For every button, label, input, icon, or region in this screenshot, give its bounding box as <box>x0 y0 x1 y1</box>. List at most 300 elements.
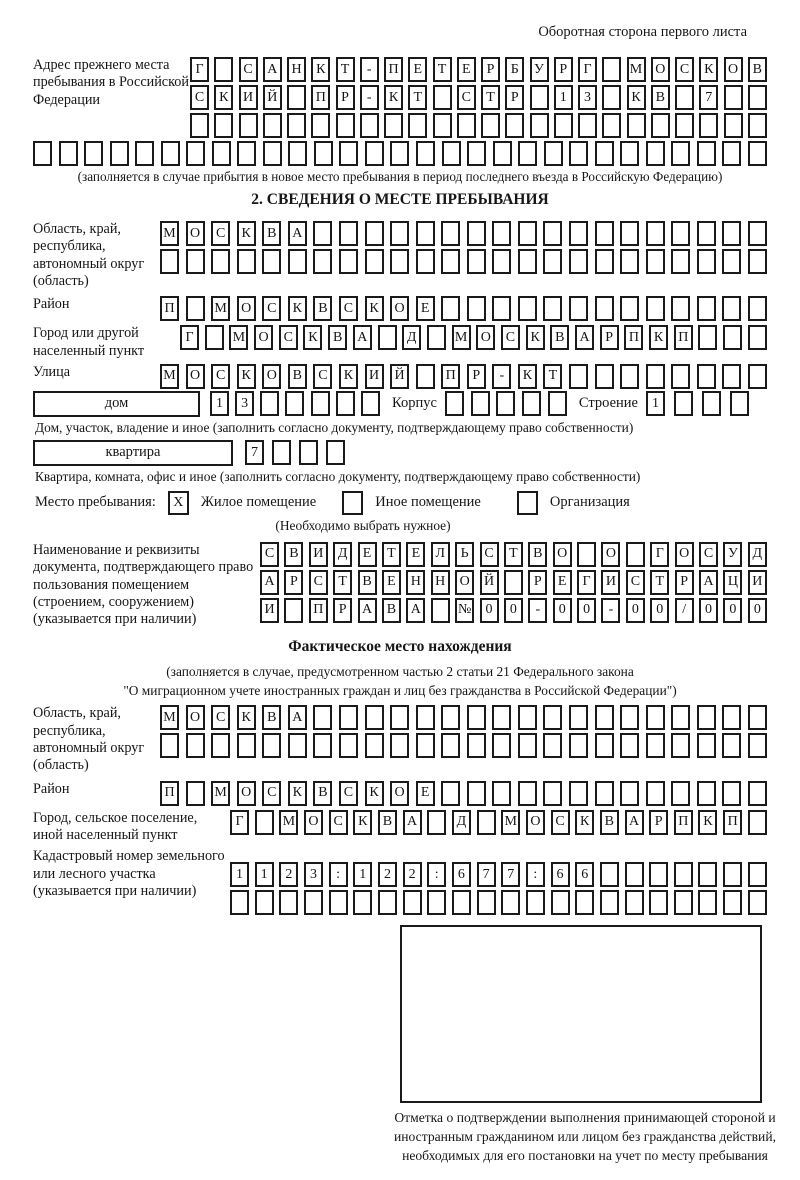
char-cell[interactable] <box>578 113 597 138</box>
char-cell[interactable]: О <box>304 810 323 835</box>
char-cell[interactable]: С <box>262 781 281 806</box>
char-cell[interactable]: П <box>723 810 742 835</box>
char-cell[interactable] <box>530 113 549 138</box>
char-cell[interactable] <box>518 705 537 730</box>
char-cell[interactable] <box>284 598 303 623</box>
char-cell[interactable] <box>595 705 614 730</box>
char-cell[interactable] <box>361 391 380 416</box>
char-cell[interactable]: 1 <box>255 862 274 887</box>
char-cell[interactable]: Е <box>408 57 427 82</box>
char-cell[interactable] <box>723 862 742 887</box>
char-cell[interactable]: В <box>262 221 281 246</box>
char-cell[interactable] <box>724 113 743 138</box>
char-cell[interactable]: П <box>674 325 693 350</box>
char-cell[interactable] <box>595 364 614 389</box>
char-cell[interactable] <box>427 325 446 350</box>
char-cell[interactable] <box>339 141 358 166</box>
char-cell[interactable]: К <box>237 364 256 389</box>
char-cell[interactable]: 0 <box>577 598 596 623</box>
char-cell[interactable] <box>433 113 452 138</box>
char-cell[interactable]: К <box>303 325 322 350</box>
char-cell[interactable] <box>263 141 282 166</box>
char-cell[interactable] <box>595 296 614 321</box>
char-cell[interactable] <box>748 364 767 389</box>
char-cell[interactable]: 1 <box>646 391 665 416</box>
char-cell[interactable]: С <box>501 325 520 350</box>
char-cell[interactable] <box>620 364 639 389</box>
char-cell[interactable] <box>518 249 537 274</box>
char-cell[interactable] <box>722 249 741 274</box>
char-cell[interactable]: Н <box>431 570 450 595</box>
char-cell[interactable]: Т <box>650 570 669 595</box>
char-cell[interactable] <box>441 781 460 806</box>
char-cell[interactable] <box>748 141 767 166</box>
char-cell[interactable] <box>649 862 668 887</box>
char-cell[interactable] <box>403 890 422 915</box>
char-cell[interactable]: О <box>675 542 694 567</box>
char-cell[interactable] <box>492 733 511 758</box>
char-cell[interactable]: М <box>160 364 179 389</box>
char-cell[interactable] <box>548 391 567 416</box>
char-cell[interactable]: М <box>160 221 179 246</box>
char-cell[interactable] <box>698 890 717 915</box>
char-cell[interactable] <box>748 325 767 350</box>
char-cell[interactable]: О <box>553 542 572 567</box>
char-cell[interactable]: Р <box>333 598 352 623</box>
char-cell[interactable]: Г <box>230 810 249 835</box>
char-cell[interactable]: О <box>526 810 545 835</box>
char-cell[interactable]: С <box>260 542 279 567</box>
char-cell[interactable]: В <box>378 810 397 835</box>
char-cell[interactable] <box>186 781 205 806</box>
char-cell[interactable] <box>287 113 306 138</box>
char-cell[interactable] <box>186 733 205 758</box>
char-cell[interactable]: А <box>406 598 425 623</box>
char-cell[interactable] <box>433 85 452 110</box>
char-cell[interactable]: 0 <box>699 598 718 623</box>
char-cell[interactable]: 1 <box>554 85 573 110</box>
checkbox-inoe[interactable] <box>342 491 363 515</box>
char-cell[interactable]: : <box>526 862 545 887</box>
char-cell[interactable]: Й <box>390 364 409 389</box>
char-cell[interactable] <box>554 113 573 138</box>
char-cell[interactable] <box>311 391 330 416</box>
char-cell[interactable]: 1 <box>210 391 229 416</box>
char-cell[interactable] <box>441 221 460 246</box>
char-cell[interactable] <box>575 890 594 915</box>
char-cell[interactable] <box>239 113 258 138</box>
char-cell[interactable] <box>569 733 588 758</box>
char-cell[interactable]: О <box>601 542 620 567</box>
char-cell[interactable]: К <box>627 85 646 110</box>
char-cell[interactable] <box>748 810 767 835</box>
char-cell[interactable] <box>365 705 384 730</box>
char-cell[interactable]: К <box>214 85 233 110</box>
char-cell[interactable]: О <box>390 296 409 321</box>
char-cell[interactable]: В <box>284 542 303 567</box>
char-cell[interactable]: Й <box>263 85 282 110</box>
char-cell[interactable]: Е <box>457 57 476 82</box>
char-cell[interactable] <box>493 141 512 166</box>
char-cell[interactable]: В <box>550 325 569 350</box>
char-cell[interactable]: В <box>651 85 670 110</box>
char-cell[interactable]: : <box>329 862 348 887</box>
char-cell[interactable] <box>722 705 741 730</box>
char-cell[interactable]: У <box>723 542 742 567</box>
char-cell[interactable] <box>365 249 384 274</box>
char-cell[interactable] <box>110 141 129 166</box>
char-cell[interactable]: В <box>328 325 347 350</box>
char-cell[interactable]: Д <box>748 542 767 567</box>
char-cell[interactable] <box>260 391 279 416</box>
char-cell[interactable] <box>518 733 537 758</box>
char-cell[interactable]: С <box>626 570 645 595</box>
char-cell[interactable]: Р <box>675 570 694 595</box>
char-cell[interactable]: Р <box>649 810 668 835</box>
char-cell[interactable] <box>748 862 767 887</box>
char-cell[interactable]: Р <box>481 57 500 82</box>
char-cell[interactable] <box>408 113 427 138</box>
char-cell[interactable]: П <box>674 810 693 835</box>
char-cell[interactable]: 0 <box>480 598 499 623</box>
char-cell[interactable]: Р <box>336 85 355 110</box>
char-cell[interactable] <box>748 733 767 758</box>
char-cell[interactable] <box>748 85 767 110</box>
char-cell[interactable] <box>214 57 233 82</box>
char-cell[interactable]: П <box>309 598 328 623</box>
char-cell[interactable] <box>748 249 767 274</box>
char-cell[interactable]: К <box>288 781 307 806</box>
char-cell[interactable] <box>416 249 435 274</box>
char-cell[interactable] <box>441 733 460 758</box>
char-cell[interactable]: Д <box>452 810 471 835</box>
char-cell[interactable]: Н <box>287 57 306 82</box>
char-cell[interactable]: 6 <box>551 862 570 887</box>
char-cell[interactable] <box>492 705 511 730</box>
char-cell[interactable]: К <box>699 57 718 82</box>
char-cell[interactable] <box>416 141 435 166</box>
char-cell[interactable]: 7 <box>477 862 496 887</box>
char-cell[interactable]: В <box>313 781 332 806</box>
char-cell[interactable] <box>314 141 333 166</box>
char-cell[interactable]: Т <box>408 85 427 110</box>
char-cell[interactable]: Д <box>333 542 352 567</box>
char-cell[interactable] <box>390 733 409 758</box>
char-cell[interactable]: А <box>260 570 279 595</box>
char-cell[interactable]: Е <box>553 570 572 595</box>
char-cell[interactable]: Р <box>467 364 486 389</box>
char-cell[interactable]: 3 <box>578 85 597 110</box>
char-cell[interactable]: О <box>651 57 670 82</box>
char-cell[interactable] <box>492 296 511 321</box>
char-cell[interactable] <box>501 890 520 915</box>
char-cell[interactable] <box>600 890 619 915</box>
char-cell[interactable] <box>697 249 716 274</box>
char-cell[interactable]: В <box>748 57 767 82</box>
char-cell[interactable]: М <box>501 810 520 835</box>
char-cell[interactable] <box>353 890 372 915</box>
char-cell[interactable] <box>722 141 741 166</box>
char-cell[interactable] <box>255 810 274 835</box>
char-cell[interactable] <box>205 325 224 350</box>
char-cell[interactable]: Т <box>504 542 523 567</box>
char-cell[interactable] <box>569 705 588 730</box>
char-cell[interactable]: - <box>492 364 511 389</box>
char-cell[interactable]: С <box>211 705 230 730</box>
char-cell[interactable] <box>522 391 541 416</box>
char-cell[interactable]: А <box>699 570 718 595</box>
char-cell[interactable] <box>620 705 639 730</box>
checkbox-zhiloe[interactable]: X <box>168 491 189 515</box>
char-cell[interactable]: В <box>600 810 619 835</box>
char-cell[interactable]: И <box>365 364 384 389</box>
char-cell[interactable] <box>544 141 563 166</box>
char-cell[interactable] <box>211 733 230 758</box>
char-cell[interactable]: М <box>211 296 230 321</box>
char-cell[interactable]: К <box>649 325 668 350</box>
char-cell[interactable]: Г <box>190 57 209 82</box>
char-cell[interactable] <box>698 862 717 887</box>
char-cell[interactable]: К <box>384 85 403 110</box>
char-cell[interactable] <box>543 705 562 730</box>
char-cell[interactable]: 0 <box>748 598 767 623</box>
char-cell[interactable] <box>262 733 281 758</box>
char-cell[interactable]: А <box>358 598 377 623</box>
char-cell[interactable] <box>365 141 384 166</box>
char-cell[interactable]: А <box>263 57 282 82</box>
char-cell[interactable] <box>481 113 500 138</box>
char-cell[interactable] <box>730 391 749 416</box>
char-cell[interactable]: / <box>675 598 694 623</box>
char-cell[interactable] <box>427 810 446 835</box>
char-cell[interactable] <box>33 141 52 166</box>
char-cell[interactable] <box>723 890 742 915</box>
char-cell[interactable] <box>646 249 665 274</box>
char-cell[interactable] <box>390 705 409 730</box>
char-cell[interactable] <box>518 296 537 321</box>
char-cell[interactable] <box>649 890 668 915</box>
char-cell[interactable]: М <box>229 325 248 350</box>
char-cell[interactable] <box>360 113 379 138</box>
char-cell[interactable]: 7 <box>245 440 264 465</box>
char-cell[interactable]: Б <box>505 57 524 82</box>
char-cell[interactable]: Р <box>284 570 303 595</box>
char-cell[interactable] <box>431 598 450 623</box>
apartment-field-box[interactable]: квартира <box>33 440 233 466</box>
char-cell[interactable]: Ц <box>723 570 742 595</box>
char-cell[interactable] <box>722 296 741 321</box>
char-cell[interactable] <box>625 862 644 887</box>
char-cell[interactable] <box>378 890 397 915</box>
char-cell[interactable] <box>59 141 78 166</box>
char-cell[interactable]: С <box>457 85 476 110</box>
char-cell[interactable] <box>311 113 330 138</box>
char-cell[interactable] <box>577 542 596 567</box>
char-cell[interactable]: С <box>313 364 332 389</box>
char-cell[interactable]: К <box>339 364 358 389</box>
char-cell[interactable] <box>477 890 496 915</box>
char-cell[interactable] <box>748 890 767 915</box>
char-cell[interactable]: К <box>365 296 384 321</box>
char-cell[interactable] <box>496 391 515 416</box>
char-cell[interactable]: К <box>237 221 256 246</box>
char-cell[interactable] <box>671 705 690 730</box>
char-cell[interactable] <box>595 249 614 274</box>
char-cell[interactable]: И <box>239 85 258 110</box>
char-cell[interactable] <box>230 890 249 915</box>
char-cell[interactable] <box>365 221 384 246</box>
char-cell[interactable] <box>505 113 524 138</box>
char-cell[interactable] <box>569 249 588 274</box>
char-cell[interactable] <box>416 221 435 246</box>
char-cell[interactable] <box>543 781 562 806</box>
char-cell[interactable]: 7 <box>501 862 520 887</box>
char-cell[interactable] <box>646 705 665 730</box>
char-cell[interactable]: 0 <box>723 598 742 623</box>
char-cell[interactable]: Л <box>431 542 450 567</box>
char-cell[interactable] <box>161 141 180 166</box>
char-cell[interactable]: Й <box>480 570 499 595</box>
char-cell[interactable] <box>675 85 694 110</box>
char-cell[interactable] <box>569 364 588 389</box>
char-cell[interactable]: Р <box>505 85 524 110</box>
char-cell[interactable] <box>441 296 460 321</box>
char-cell[interactable] <box>646 364 665 389</box>
char-cell[interactable]: С <box>551 810 570 835</box>
char-cell[interactable]: А <box>625 810 644 835</box>
char-cell[interactable] <box>620 141 639 166</box>
char-cell[interactable]: К <box>237 705 256 730</box>
char-cell[interactable] <box>627 113 646 138</box>
char-cell[interactable] <box>390 249 409 274</box>
char-cell[interactable] <box>674 391 693 416</box>
char-cell[interactable]: 6 <box>575 862 594 887</box>
char-cell[interactable]: М <box>211 781 230 806</box>
char-cell[interactable] <box>84 141 103 166</box>
char-cell[interactable] <box>492 221 511 246</box>
char-cell[interactable]: С <box>190 85 209 110</box>
char-cell[interactable]: К <box>353 810 372 835</box>
char-cell[interactable]: С <box>262 296 281 321</box>
char-cell[interactable] <box>602 113 621 138</box>
char-cell[interactable] <box>390 221 409 246</box>
char-cell[interactable] <box>697 781 716 806</box>
char-cell[interactable] <box>723 325 742 350</box>
char-cell[interactable] <box>452 890 471 915</box>
char-cell[interactable] <box>287 85 306 110</box>
char-cell[interactable]: - <box>360 85 379 110</box>
char-cell[interactable]: Е <box>406 542 425 567</box>
char-cell[interactable]: И <box>260 598 279 623</box>
char-cell[interactable]: С <box>329 810 348 835</box>
char-cell[interactable] <box>378 325 397 350</box>
char-cell[interactable] <box>569 141 588 166</box>
char-cell[interactable] <box>237 249 256 274</box>
char-cell[interactable] <box>339 221 358 246</box>
char-cell[interactable] <box>724 85 743 110</box>
char-cell[interactable]: О <box>254 325 273 350</box>
char-cell[interactable] <box>646 141 665 166</box>
char-cell[interactable] <box>674 890 693 915</box>
char-cell[interactable]: Т <box>333 570 352 595</box>
char-cell[interactable] <box>600 862 619 887</box>
char-cell[interactable]: С <box>480 542 499 567</box>
char-cell[interactable]: Ь <box>455 542 474 567</box>
char-cell[interactable] <box>530 85 549 110</box>
char-cell[interactable] <box>160 249 179 274</box>
char-cell[interactable]: П <box>160 781 179 806</box>
char-cell[interactable]: К <box>518 364 537 389</box>
char-cell[interactable] <box>467 705 486 730</box>
char-cell[interactable] <box>457 113 476 138</box>
char-cell[interactable] <box>702 391 721 416</box>
char-cell[interactable]: Т <box>382 542 401 567</box>
char-cell[interactable]: О <box>262 364 281 389</box>
char-cell[interactable] <box>626 542 645 567</box>
char-cell[interactable]: И <box>309 542 328 567</box>
char-cell[interactable] <box>211 249 230 274</box>
char-cell[interactable]: А <box>575 325 594 350</box>
char-cell[interactable]: О <box>724 57 743 82</box>
char-cell[interactable] <box>467 296 486 321</box>
char-cell[interactable] <box>699 113 718 138</box>
char-cell[interactable] <box>467 141 486 166</box>
char-cell[interactable]: К <box>288 296 307 321</box>
char-cell[interactable] <box>467 249 486 274</box>
char-cell[interactable]: Т <box>481 85 500 110</box>
char-cell[interactable] <box>329 890 348 915</box>
char-cell[interactable]: С <box>699 542 718 567</box>
char-cell[interactable] <box>237 733 256 758</box>
char-cell[interactable]: П <box>160 296 179 321</box>
char-cell[interactable]: Р <box>528 570 547 595</box>
char-cell[interactable] <box>390 141 409 166</box>
house-field-box[interactable]: дом <box>33 391 200 417</box>
char-cell[interactable]: О <box>186 364 205 389</box>
char-cell[interactable] <box>467 733 486 758</box>
char-cell[interactable] <box>518 221 537 246</box>
char-cell[interactable] <box>504 570 523 595</box>
char-cell[interactable]: К <box>365 781 384 806</box>
char-cell[interactable] <box>698 325 717 350</box>
char-cell[interactable]: 0 <box>626 598 645 623</box>
char-cell[interactable] <box>748 221 767 246</box>
char-cell[interactable] <box>263 113 282 138</box>
char-cell[interactable] <box>272 440 291 465</box>
char-cell[interactable] <box>748 781 767 806</box>
char-cell[interactable]: И <box>601 570 620 595</box>
char-cell[interactable] <box>313 705 332 730</box>
char-cell[interactable] <box>646 296 665 321</box>
char-cell[interactable]: Д <box>402 325 421 350</box>
char-cell[interactable] <box>697 364 716 389</box>
char-cell[interactable] <box>518 141 537 166</box>
char-cell[interactable] <box>212 141 231 166</box>
char-cell[interactable] <box>442 141 461 166</box>
char-cell[interactable]: О <box>237 296 256 321</box>
char-cell[interactable] <box>135 141 154 166</box>
char-cell[interactable] <box>569 781 588 806</box>
char-cell[interactable] <box>646 733 665 758</box>
char-cell[interactable] <box>697 221 716 246</box>
char-cell[interactable] <box>748 113 767 138</box>
char-cell[interactable]: Р <box>600 325 619 350</box>
char-cell[interactable] <box>671 781 690 806</box>
char-cell[interactable]: В <box>288 364 307 389</box>
char-cell[interactable]: К <box>526 325 545 350</box>
char-cell[interactable] <box>620 221 639 246</box>
char-cell[interactable] <box>697 141 716 166</box>
